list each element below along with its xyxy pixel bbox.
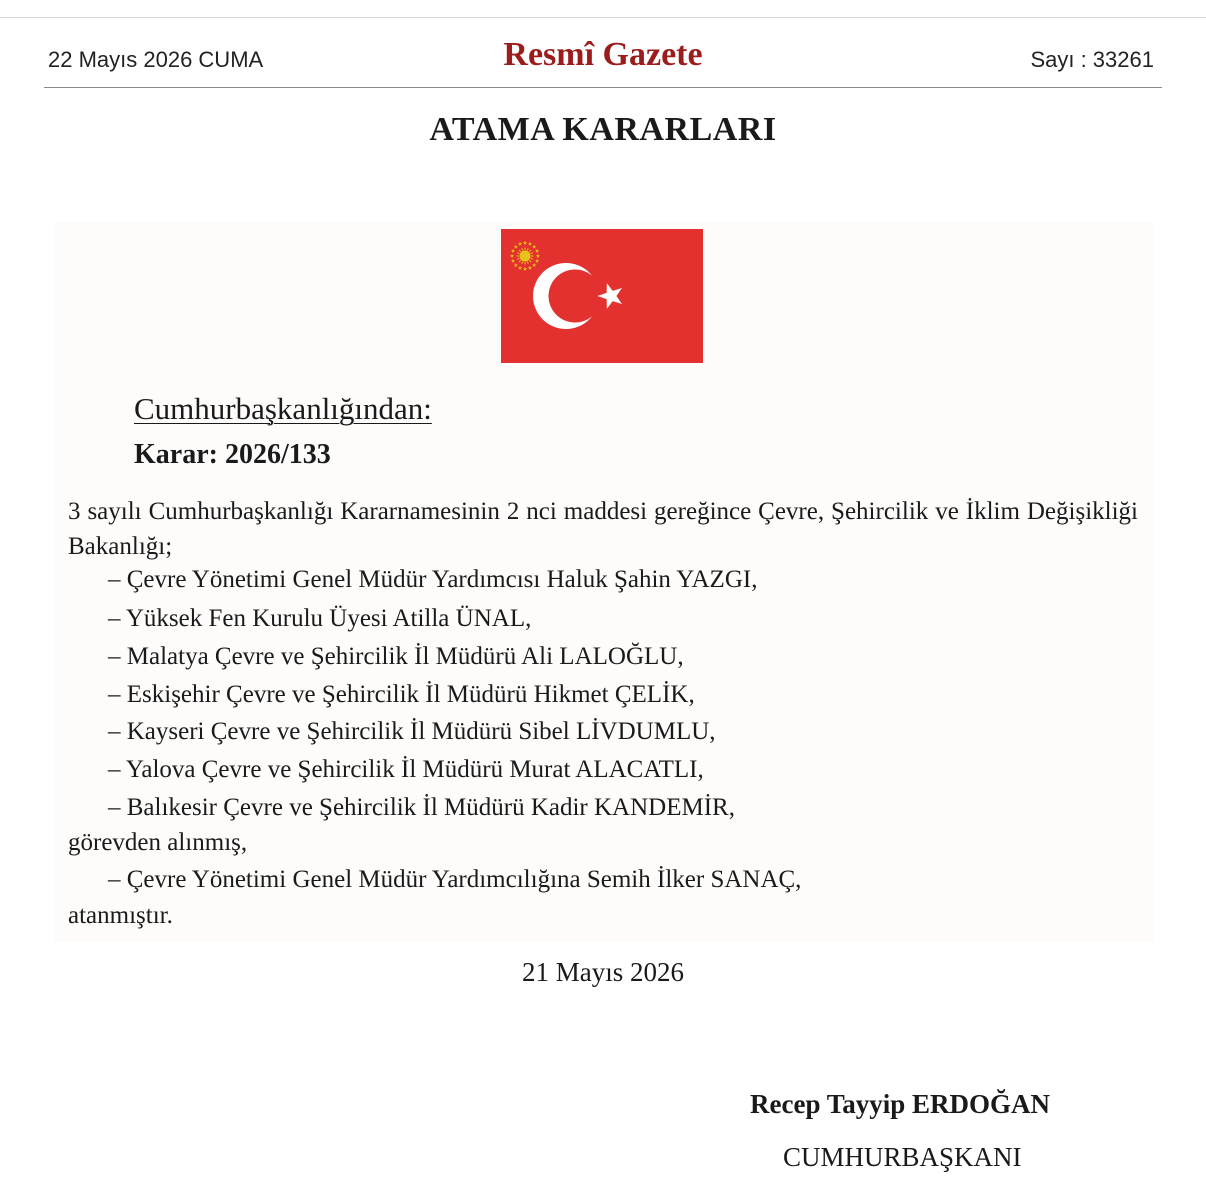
top-divider (0, 17, 1206, 18)
signatory-title: CUMHURBAŞKANI (783, 1142, 1022, 1172)
header-date: 22 Mayıs 2026 CUMA (48, 47, 264, 72)
dismissal-item: – Malatya Çevre ve Şehircilik İl Müdürü Ali LALOĞLU, (108, 643, 684, 670)
flag-crescent-inner (549, 270, 602, 323)
gazette-title: Resmî Gazete (503, 36, 703, 73)
appointment-suffix: atanmıştır. (68, 902, 173, 929)
dismissal-suffix: görevden alınmış, (68, 829, 248, 856)
dismissal-item: – Eskişehir Çevre ve Şehircilik İl Müdürü Hikmet ÇELİK, (108, 681, 695, 708)
dismissal-item: – Kayseri Çevre ve Şehircilik İl Müdürü Sibel LİVDUMLU, (108, 718, 716, 745)
decision-number: Karar: 2026/133 (134, 439, 331, 470)
issuer-heading: Cumhurbaşkanlığından: (134, 391, 432, 426)
dismissal-item: – Yalova Çevre ve Şehircilik İl Müdürü Murat ALACATLI, (108, 756, 704, 783)
dismissal-item: – Yüksek Fen Kurulu Üyesi Atilla ÜNAL, (108, 605, 532, 632)
signing-date: 21 Mayıs 2026 (522, 957, 684, 987)
signatory-name: Recep Tayyip ERDOĞAN (750, 1089, 1051, 1119)
document-heading: ATAMA KARARLARI (429, 111, 777, 148)
issue-number: Sayı : 33261 (1030, 47, 1154, 72)
appointment-item: – Çevre Yönetimi Genel Müdür Yardımcılığına Semih İlker SANAÇ, (108, 866, 802, 893)
dismissal-item: – Çevre Yönetimi Genel Müdür Yardımcısı Haluk Şahin YAZGI, (108, 566, 758, 593)
emblem-sun (520, 251, 531, 262)
dismissal-item: – Balıkesir Çevre ve Şehircilik İl Müdürü Kadir KANDEMİR, (108, 794, 735, 821)
header-divider (44, 87, 1162, 88)
turkish-flag-icon (501, 229, 703, 363)
decision-intro: 3 sayılı Cumhurbaşkanlığı Kararnamesinin 2 nci maddesi gereğince Çevre, Şehircilik ve İklim Değişikliği Bakanlığı; (68, 498, 1138, 560)
